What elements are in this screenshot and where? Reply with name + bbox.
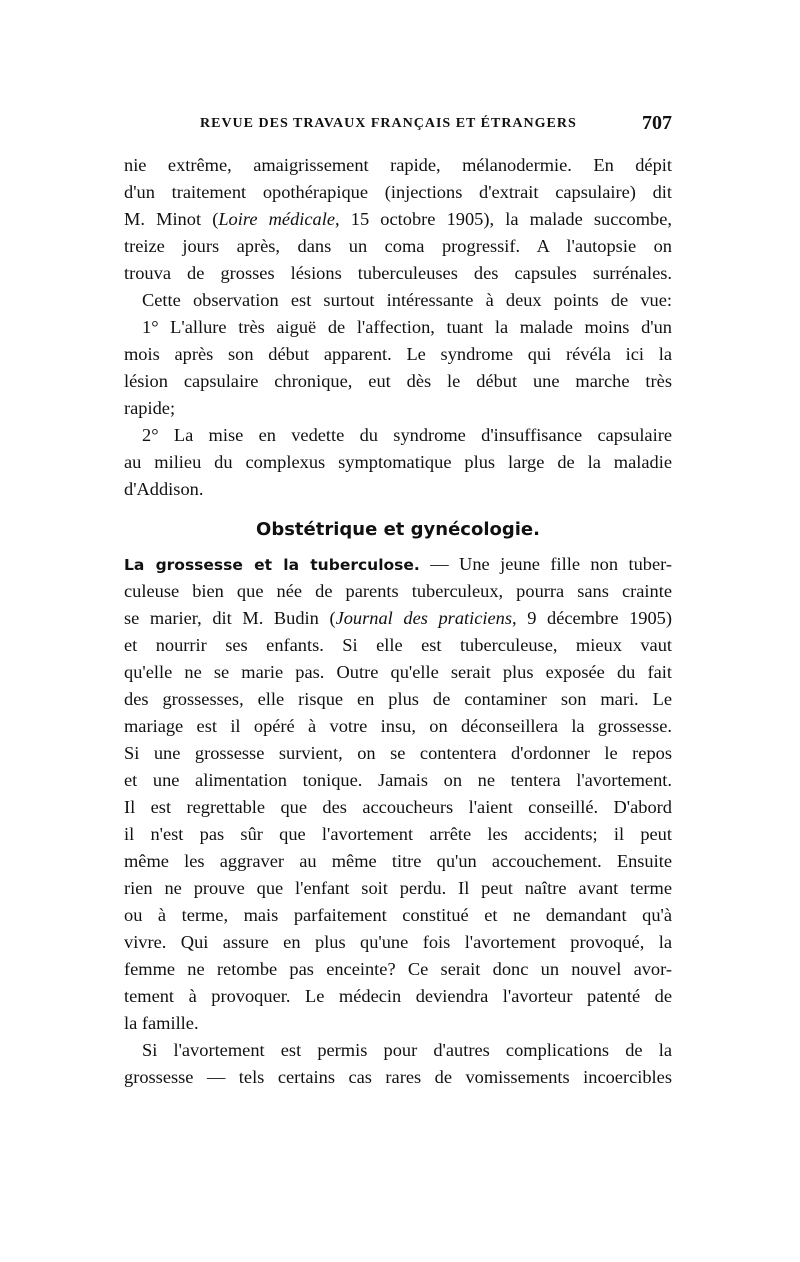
journal-citation: Loire médicale: [218, 209, 336, 229]
text-line: même les aggraver au même titre qu'un accouchement. Ensuite: [124, 851, 672, 871]
running-header: [200, 112, 672, 138]
text-line: lésion capsulaire chronique, eut dès le début une marche très: [124, 371, 672, 391]
text-line: mariage est il opéré à votre insu, on déconseillera la grossesse.: [124, 716, 672, 736]
text-segment: — Une jeune fille non tuber-: [419, 554, 672, 574]
text-line: et une alimentation tonique. Jamais on ne tentera l'avortement.: [124, 770, 672, 790]
text-line: au milieu du complexus symptomatique plus large de la maladie: [124, 452, 672, 472]
body-text: [124, 152, 672, 1091]
text-line: il n'est pas sûr que l'avortement arrête les accidents; il peut: [124, 824, 672, 844]
journal-citation: Journal des praticiens: [335, 608, 513, 628]
text-line: des grossesses, elle risque en plus de contaminer son mari. Le: [124, 689, 672, 709]
text-line: treize jours après, dans un coma progressif. A l'autopsie on: [124, 236, 672, 256]
text-line: Si l'avortement est permis pour d'autres complications de la: [142, 1040, 672, 1060]
text-segment: se marier, dit M. Budin (: [124, 608, 336, 628]
text-line: [124, 206, 672, 233]
text-line: femme ne retombe pas enceinte? Ce serait donc un nouvel avor-: [124, 959, 672, 979]
text-line: [124, 605, 672, 632]
text-line: tement à provoquer. Le médecin deviendra l'avorteur patenté de: [124, 986, 672, 1006]
text-line: trouva de grosses lésions tuberculeuses des capsules surrénales.: [124, 263, 672, 283]
text-line: d'Addison.: [124, 479, 204, 499]
text-line: Cette observation est surtout intéressante à deux points de vue:: [142, 290, 672, 310]
text-line: grossesse — tels certains cas rares de vomissements incoercibles: [124, 1067, 672, 1087]
text-line: d'un traitement opothérapique (injections d'extrait capsulaire) dit: [124, 182, 672, 202]
text-line: mois après son début apparent. Le syndrome qui révéla ici la: [124, 344, 672, 364]
text-line: qu'elle ne se marie pas. Outre qu'elle serait plus exposée du fait: [124, 662, 672, 682]
text-line: culeuse bien que née de parents tuberculeux, pourra sans crainte: [124, 581, 672, 601]
text-line: ou à terme, mais parfaitement constitué et ne demandant qu'à: [124, 905, 672, 925]
text-line: rien ne prouve que l'enfant soit perdu. Il peut naître avant terme: [124, 878, 672, 898]
text-line: Il est regrettable que des accoucheurs l'aient conseillé. D'abord: [124, 797, 672, 817]
text-line: Si une grossesse survient, on se contentera d'ordonner le repos: [124, 743, 672, 763]
text-segment: , 15 octobre 1905), la malade succombe,: [335, 209, 673, 229]
text-line: vivre. Qui assure en plus qu'une fois l'avortement provoqué, la: [124, 932, 672, 952]
run-in-heading: La grossesse et la tuberculose.: [124, 556, 420, 574]
page-number: 707: [642, 112, 672, 134]
running-title: REVUE DES TRAVAUX FRANÇAIS ET ÉTRANGERS: [200, 116, 577, 131]
text-line: 2° La mise en vedette du syndrome d'insuffisance capsulaire: [142, 425, 672, 445]
text-segment: M. Minot (: [124, 209, 219, 229]
text-line: nie extrême, amaigrissement rapide, mélanodermie. En dépit: [124, 155, 672, 175]
text-line: [124, 551, 672, 578]
text-line: 1° L'allure très aiguë de l'affection, tuant la malade moins d'un: [142, 317, 672, 337]
section-heading: Obstétrique et gynécologie.: [256, 519, 540, 540]
text-line: et nourrir ses enfants. Si elle est tuberculeuse, mieux vaut: [124, 635, 672, 655]
text-line: rapide;: [124, 398, 176, 418]
text-line: la famille.: [124, 1013, 199, 1033]
text-segment: , 9 décembre 1905): [512, 608, 672, 628]
